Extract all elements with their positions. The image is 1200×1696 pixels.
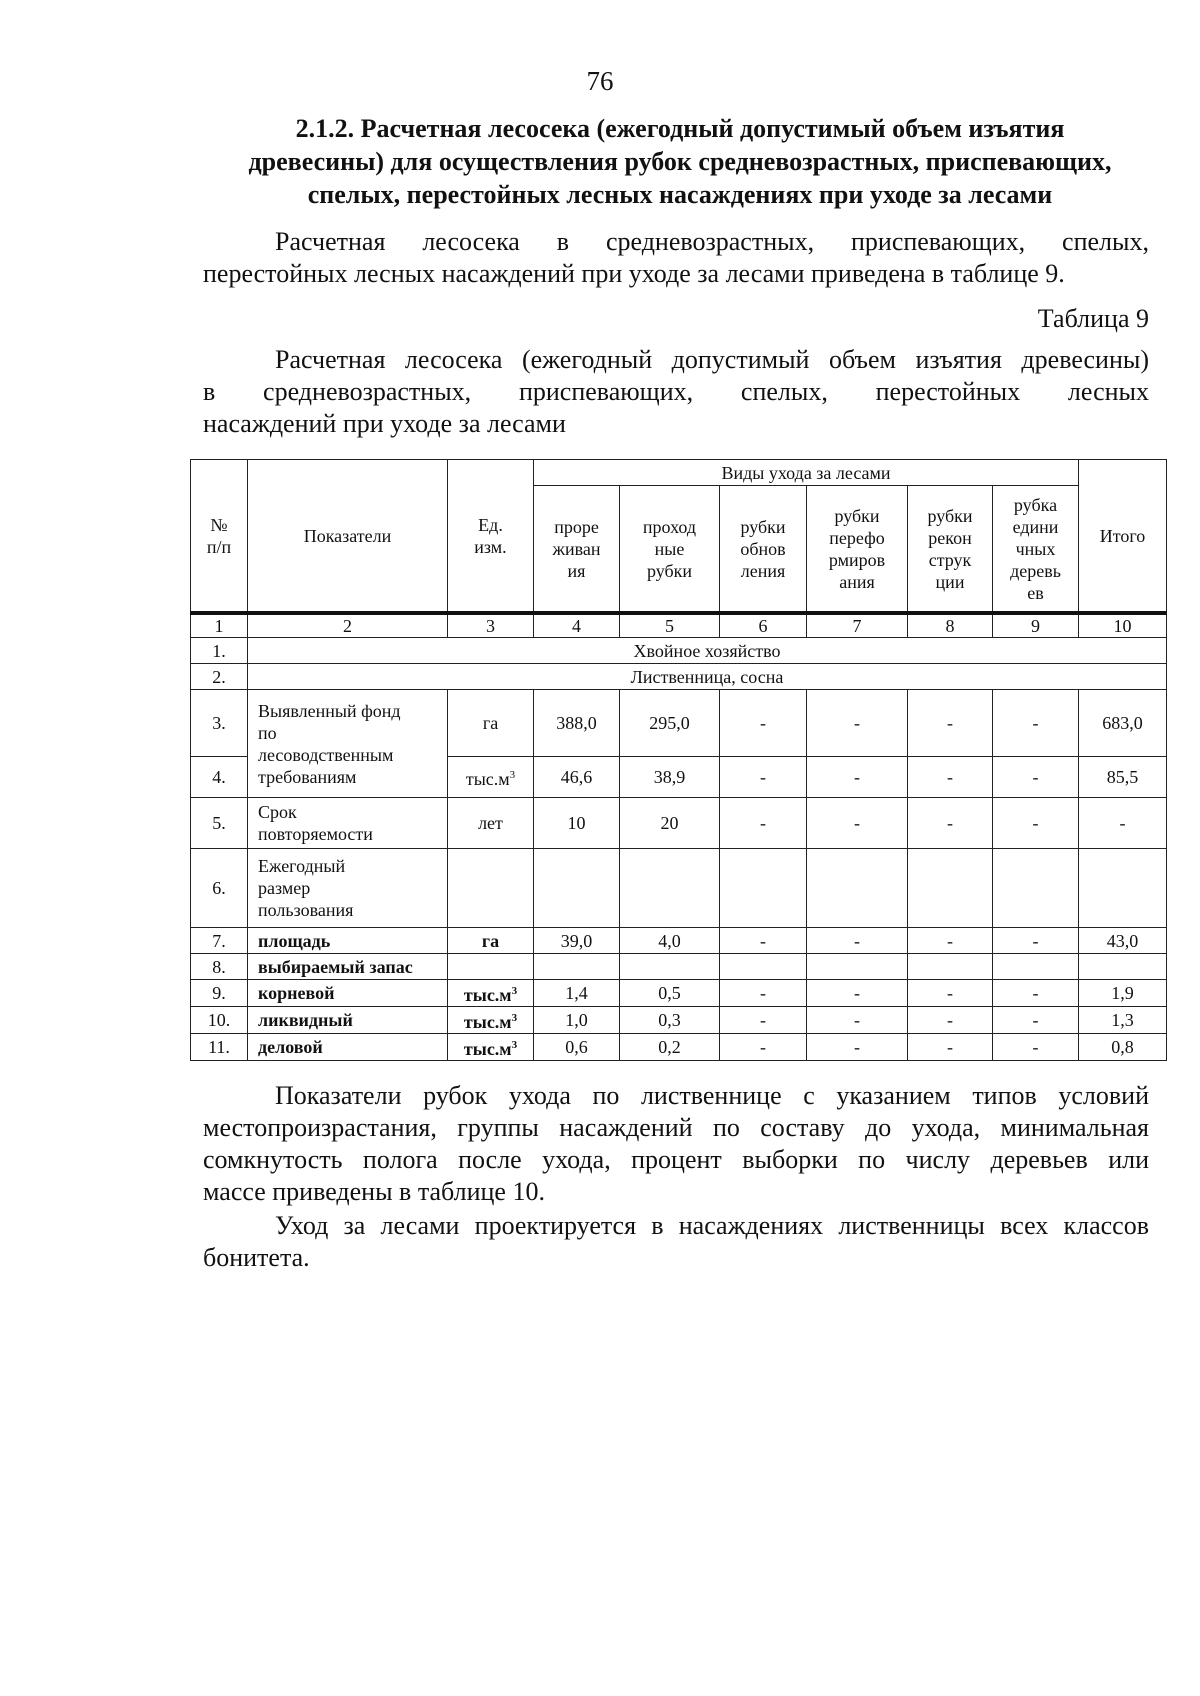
row-number: 4. xyxy=(191,757,248,798)
unit-text: тыс.м xyxy=(463,1012,512,1032)
row-label: корневой xyxy=(248,980,448,1007)
header-unit-cell xyxy=(448,460,534,614)
label-line: пользования xyxy=(258,900,354,920)
header-text: проре xyxy=(554,516,599,537)
row-number: 10. xyxy=(191,1007,248,1034)
table-row xyxy=(191,690,1167,757)
table-row xyxy=(191,954,1167,980)
header-type-cell xyxy=(720,486,807,614)
value-cell: - xyxy=(993,757,1079,798)
unit-cell: га xyxy=(448,690,534,757)
label-line: размер xyxy=(258,878,311,898)
row-number: 2. xyxy=(191,664,248,690)
row-label: выбираемый запас xyxy=(248,954,448,980)
section-heading xyxy=(200,112,1160,211)
header-text: рекон xyxy=(928,527,972,548)
value-cell: - xyxy=(720,1034,807,1061)
unit-cell xyxy=(448,1007,534,1034)
header-text: деревь xyxy=(1010,560,1061,581)
value-cell: - xyxy=(908,690,993,757)
value-cell: - xyxy=(720,757,807,798)
value-cell: - xyxy=(807,757,908,798)
value-cell: - xyxy=(720,1007,807,1034)
value-cell xyxy=(534,954,620,980)
unit-superscript: 3 xyxy=(511,1039,518,1051)
value-cell: 20 xyxy=(620,798,720,849)
caption-line: в средневозрастных, приспевающих, спелых, перестойных лесных xyxy=(203,377,1149,406)
value-cell: - xyxy=(993,798,1079,849)
value-cell: - xyxy=(908,928,993,954)
label-line: Ежегодный xyxy=(258,856,346,876)
header-total-cell: Итого xyxy=(1079,460,1167,614)
heading-line: 2.1.2. Расчетная лесосека (ежегодный допустимый объем изъятия xyxy=(295,114,1065,143)
paragraph-line: сомкнутость полога после ухода, процент выборки по числу деревьев или xyxy=(203,1145,1149,1174)
row-number: 6. xyxy=(191,849,248,928)
value-cell xyxy=(993,849,1079,928)
table-row xyxy=(191,928,1167,954)
header-text: живан xyxy=(552,538,601,559)
value-cell xyxy=(620,954,720,980)
row-number: 7. xyxy=(191,928,248,954)
intro-paragraph xyxy=(203,226,1149,290)
total-cell: 683,0 xyxy=(1079,690,1167,757)
unit-superscript: 3 xyxy=(509,769,516,781)
value-cell: 295,0 xyxy=(620,690,720,757)
label-line: Срок xyxy=(258,802,297,822)
value-cell: - xyxy=(993,928,1079,954)
value-cell: 1,0 xyxy=(534,1007,620,1034)
value-cell xyxy=(534,849,620,928)
unit-cell xyxy=(448,1034,534,1061)
unit-text: тыс.м xyxy=(463,1039,512,1059)
row-label xyxy=(248,690,448,798)
value-cell: - xyxy=(993,1034,1079,1061)
header-text: проход xyxy=(642,516,697,537)
row-label: деловой xyxy=(248,1034,448,1061)
section-label: Лиственница, сосна xyxy=(248,664,1167,690)
value-cell: 388,0 xyxy=(534,690,620,757)
value-cell: - xyxy=(993,1007,1079,1034)
header-text: п/п xyxy=(206,536,232,557)
row-number: 9. xyxy=(191,980,248,1007)
value-cell xyxy=(908,954,993,980)
table-row xyxy=(191,980,1167,1007)
column-number: 1 xyxy=(191,613,248,638)
column-number-row xyxy=(191,613,1167,638)
row-number: 3. xyxy=(191,690,248,757)
value-cell xyxy=(620,849,720,928)
paragraph-line: Показатели рубок ухода по лиственнице с указанием типов условий xyxy=(275,1081,1149,1110)
value-cell: - xyxy=(908,757,993,798)
value-cell: - xyxy=(807,928,908,954)
unit-cell xyxy=(448,980,534,1007)
value-cell: 1,4 xyxy=(534,980,620,1007)
header-text: едини xyxy=(1012,516,1059,537)
header-text: ции xyxy=(935,571,965,592)
table-label: Таблица 9 xyxy=(1037,304,1149,333)
column-number: 4 xyxy=(534,613,620,638)
value-cell: - xyxy=(720,798,807,849)
header-text: Ед. xyxy=(478,514,503,535)
total-cell: 1,9 xyxy=(1079,980,1167,1007)
header-type-cell xyxy=(534,486,620,614)
value-cell: 0,6 xyxy=(534,1034,620,1061)
value-cell: - xyxy=(807,798,908,849)
row-number: 8. xyxy=(191,954,248,980)
unit-cell: га xyxy=(448,928,534,954)
value-cell: - xyxy=(993,980,1079,1007)
header-text: рмиров xyxy=(828,549,886,570)
header-text: рубки xyxy=(927,505,973,526)
caption-line: насаждений при уходе за лесами xyxy=(203,409,566,438)
value-cell xyxy=(720,849,807,928)
value-cell xyxy=(807,849,908,928)
header-text: чных xyxy=(1015,538,1056,559)
value-cell: 0,5 xyxy=(620,980,720,1007)
unit-cell xyxy=(448,954,534,980)
label-line: требованиям xyxy=(258,766,357,787)
label-line: по xyxy=(258,722,277,743)
label-line: повторяемости xyxy=(258,824,373,844)
section-row xyxy=(191,664,1167,690)
header-text: рубка xyxy=(1013,494,1058,515)
value-cell: - xyxy=(908,980,993,1007)
unit-cell xyxy=(448,849,534,928)
header-text: ления xyxy=(740,560,786,581)
header-text: ные xyxy=(654,538,685,559)
column-number: 7 xyxy=(807,613,908,638)
paragraph-line: Уход за лесами проектируется в насаждениях лиственницы всех классов xyxy=(275,1211,1149,1240)
total-cell: 85,5 xyxy=(1079,757,1167,798)
header-text: № xyxy=(210,514,228,535)
value-cell xyxy=(807,954,908,980)
value-cell: - xyxy=(993,690,1079,757)
column-number: 6 xyxy=(720,613,807,638)
body-paragraph xyxy=(203,1080,1149,1208)
value-cell xyxy=(993,954,1079,980)
column-number: 5 xyxy=(620,613,720,638)
column-number: 3 xyxy=(448,613,534,638)
value-cell: - xyxy=(720,928,807,954)
value-cell: - xyxy=(807,690,908,757)
caption-line: Расчетная лесосека (ежегодный допустимый объем изъятия древесины) xyxy=(275,345,1149,374)
paragraph-line: местопроизрастания, группы насаждений по составу до ухода, минимальная xyxy=(203,1113,1149,1142)
header-text: обнов xyxy=(740,538,786,559)
column-number: 9 xyxy=(993,613,1079,638)
row-label xyxy=(248,849,448,928)
total-cell: 1,3 xyxy=(1079,1007,1167,1034)
header-num-cell xyxy=(191,460,248,614)
value-cell: 0,2 xyxy=(620,1034,720,1061)
heading-line: спелых, перестойных лесных насаждениях при уходе за лесами xyxy=(307,180,1053,209)
unit-text: тыс.м xyxy=(465,769,510,789)
value-cell: - xyxy=(720,980,807,1007)
value-cell: - xyxy=(807,980,908,1007)
label-line: Выявленный фонд xyxy=(258,700,401,721)
column-number: 8 xyxy=(908,613,993,638)
table-row xyxy=(191,798,1167,849)
header-text: струк xyxy=(928,549,972,570)
paragraph-line: Расчетная лесосека в средневозрастных, приспевающих, спелых, xyxy=(275,227,1149,256)
header-indicators-cell: Показатели xyxy=(248,460,448,614)
heading-line: древесины) для осуществления рубок средневозрастных, приспевающих, xyxy=(248,147,1112,176)
row-number: 11. xyxy=(191,1034,248,1061)
value-cell: 39,0 xyxy=(534,928,620,954)
column-number: 2 xyxy=(248,613,448,638)
header-text: изм. xyxy=(474,536,507,557)
table-row xyxy=(191,1007,1167,1034)
header-text: ия xyxy=(567,560,586,581)
header-text: перефо xyxy=(829,527,885,548)
value-cell: - xyxy=(908,1007,993,1034)
header-row xyxy=(191,460,1167,486)
row-number: 5. xyxy=(191,798,248,849)
total-cell xyxy=(1079,849,1167,928)
value-cell: 4,0 xyxy=(620,928,720,954)
unit-cell xyxy=(448,757,534,798)
unit-superscript: 3 xyxy=(511,1012,518,1024)
table-caption xyxy=(203,344,1149,440)
total-cell: 43,0 xyxy=(1079,928,1167,954)
value-cell: 0,3 xyxy=(620,1007,720,1034)
header-type-cell xyxy=(908,486,993,614)
header-text: рубки xyxy=(646,560,693,581)
section-label: Хвойное хозяйство xyxy=(248,638,1167,664)
row-number: 1. xyxy=(191,638,248,664)
header-group-cell: Виды ухода за лесами xyxy=(534,460,1079,486)
value-cell: - xyxy=(720,690,807,757)
value-cell xyxy=(908,849,993,928)
table-row xyxy=(191,849,1167,928)
unit-superscript: 3 xyxy=(511,985,518,997)
header-type-cell xyxy=(620,486,720,614)
label-line: лесоводственным xyxy=(258,744,394,765)
value-cell: 10 xyxy=(534,798,620,849)
page-number: 76 xyxy=(586,66,614,96)
paragraph-line: перестойных лесных насаждений при уходе за лесами приведена в таблице 9. xyxy=(203,259,1065,288)
body-paragraph xyxy=(203,1210,1149,1274)
paragraph-line: бонитета. xyxy=(203,1243,310,1272)
total-cell xyxy=(1079,954,1167,980)
value-cell: - xyxy=(908,798,993,849)
value-cell: 38,9 xyxy=(620,757,720,798)
row-label xyxy=(248,798,448,849)
unit-text: тыс.м xyxy=(463,985,512,1005)
header-type-cell xyxy=(807,486,908,614)
header-type-cell xyxy=(993,486,1079,614)
value-cell: - xyxy=(807,1007,908,1034)
section-row xyxy=(191,638,1167,664)
header-text: ания xyxy=(839,571,875,592)
column-number: 10 xyxy=(1079,613,1167,638)
allowable-cut-table xyxy=(190,459,1167,1061)
total-cell: 0,8 xyxy=(1079,1034,1167,1061)
header-text: рубки xyxy=(740,516,786,537)
row-label: площадь xyxy=(248,928,448,954)
row-label: ликвидный xyxy=(248,1007,448,1034)
total-cell: - xyxy=(1079,798,1167,849)
header-text: рубки xyxy=(834,505,880,526)
table-row xyxy=(191,1034,1167,1061)
header-text: ев xyxy=(1027,582,1044,603)
value-cell xyxy=(720,954,807,980)
value-cell: 46,6 xyxy=(534,757,620,798)
value-cell: - xyxy=(908,1034,993,1061)
value-cell: - xyxy=(807,1034,908,1061)
unit-cell: лет xyxy=(448,798,534,849)
paragraph-line: массе приведены в таблице 10. xyxy=(203,1177,545,1206)
